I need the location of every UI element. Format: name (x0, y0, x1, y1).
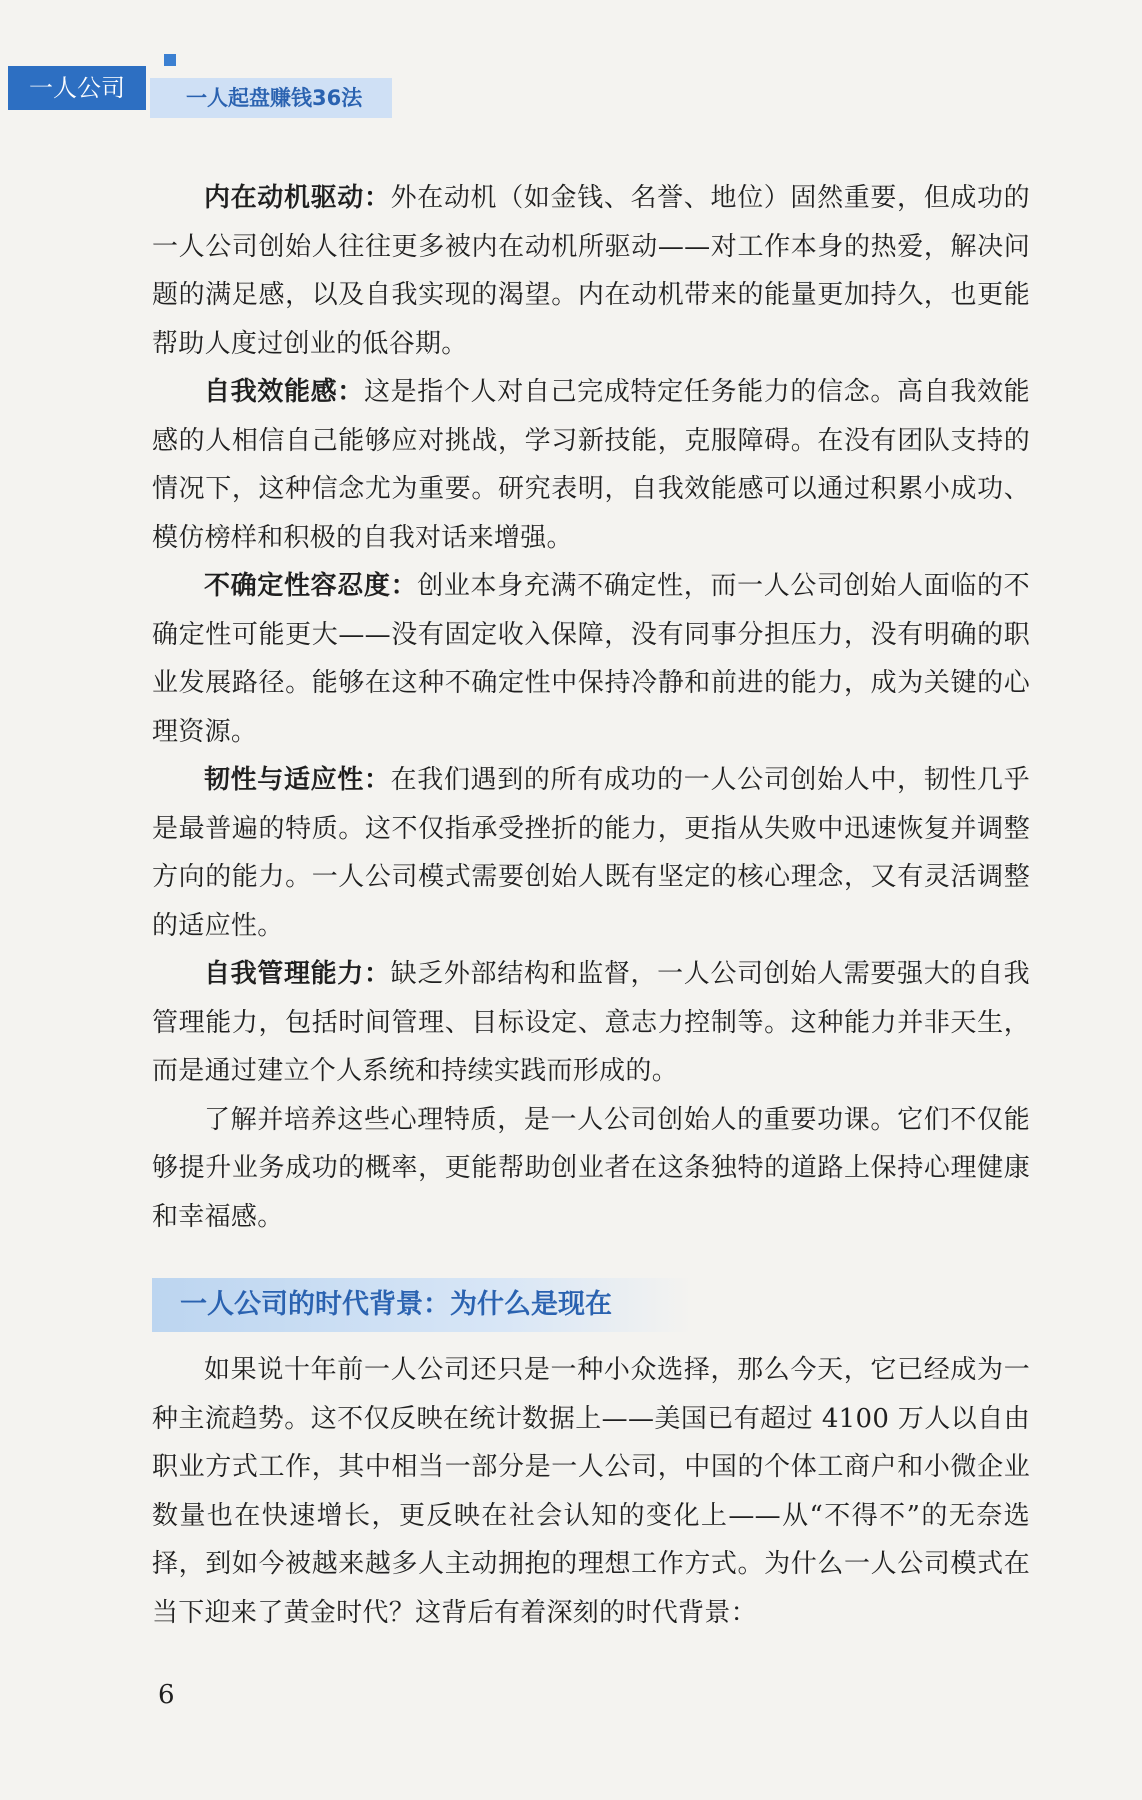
page-number: 6 (158, 1680, 175, 1710)
body-text (152, 174, 1030, 1241)
paragraph-term: 韧性与适应性 (204, 765, 364, 795)
paragraph-text: 创业本身充满不确定性，而一人公司创始人面临的不确定性可能更大——没有固定收入保障，没有同事分担压力，没有明确的职业发展路径。能够在这种不确定性中保持冷静和前进的能力，成为关键的心理资源。 (152, 571, 1030, 747)
paragraph-term: 内在动机驱动 (204, 183, 364, 213)
section-body (152, 1346, 1030, 1637)
paragraph-text: 了解并培养这些心理特质，是一人公司创始人的重要功课。它们不仅能够提升业务成功的概率，更能帮助创业者在这条独特的道路上保持心理健康和幸福感。 (152, 1104, 1030, 1232)
paragraph-term: 自我管理能力 (204, 959, 364, 989)
paragraph-text: 在我们遇到的所有成功的一人公司创始人中，韧性几乎是最普遍的特质。这不仅指承受挫折的能力，更指从失败中迅速恢复并调整方向的能力。一人公司模式需要创始人既有坚定的核心理念，又有灵活调整的适应性。 (152, 765, 1030, 941)
paragraph-text: 这是指个人对自己完成特定任务能力的信念。高自我效能感的人相信自己能够应对挑战，学习新技能，克服障碍。在没有团队支持的情况下，这种信念尤为重要。研究表明，自我效能感可以通过积累小成功、模仿榜样和积极的自我对话来增强。 (152, 377, 1030, 553)
paragraph-self-efficacy (152, 368, 1030, 562)
term-separator: ： (363, 959, 391, 989)
section-heading: 一人公司的时代背景：为什么是现在 (180, 1289, 612, 1320)
term-separator: ： (390, 571, 418, 601)
term-separator: ： (363, 183, 391, 213)
term-separator: ： (337, 377, 364, 407)
term-separator: ： (363, 765, 391, 795)
section-heading-bar (152, 1278, 692, 1332)
paragraph-term: 不确定性容忍度 (204, 571, 391, 601)
section-paragraph: 如果说十年前一人公司还只是一种小众选择，那么今天，它已经成为一种主流趋势。这不仅反映在统计数据上——美国已有超过 4100 万人以自由职业方式工作，其中相当一部分是一人公司，中国的个体工商户和小微企业数量也在快速增长，更反映在社会认知的变化上——从“不得不”的无奈选择，到如今被越来越多人主动拥抱的理想工作方式。为什么一人公司模式在当下迎来了黄金时代？这背后有着深刻的时代背景： (152, 1355, 1030, 1628)
paragraph-uncertainty-tolerance (152, 562, 1030, 756)
paragraph-resilience (152, 756, 1030, 950)
paragraph-summary (152, 1096, 1030, 1242)
book-subtitle-tab: 一人起盘赚钱36法 (150, 78, 392, 118)
header-accent-square (164, 54, 176, 66)
paragraph-intrinsic-motivation (152, 174, 1030, 368)
paragraph-self-management (152, 950, 1030, 1096)
paragraph-term: 自我效能感 (204, 377, 338, 407)
paragraph-text: 缺乏外部结构和监督，一人公司创始人需要强大的自我管理能力，包括时间管理、目标设定、意志力控制等。这种能力并非天生，而是通过建立个人系统和持续实践而形成的。 (152, 959, 1030, 1086)
paragraph-text: 外在动机（如金钱、名誉、地位）固然重要，但成功的一人公司创始人往往更多被内在动机所驱动——对工作本身的热爱，解决问题的满足感，以及自我实现的渴望。内在动机带来的能量更加持久，也更能帮助人度过创业的低谷期。 (152, 183, 1030, 359)
book-title-tab: 一人公司 (8, 66, 146, 110)
